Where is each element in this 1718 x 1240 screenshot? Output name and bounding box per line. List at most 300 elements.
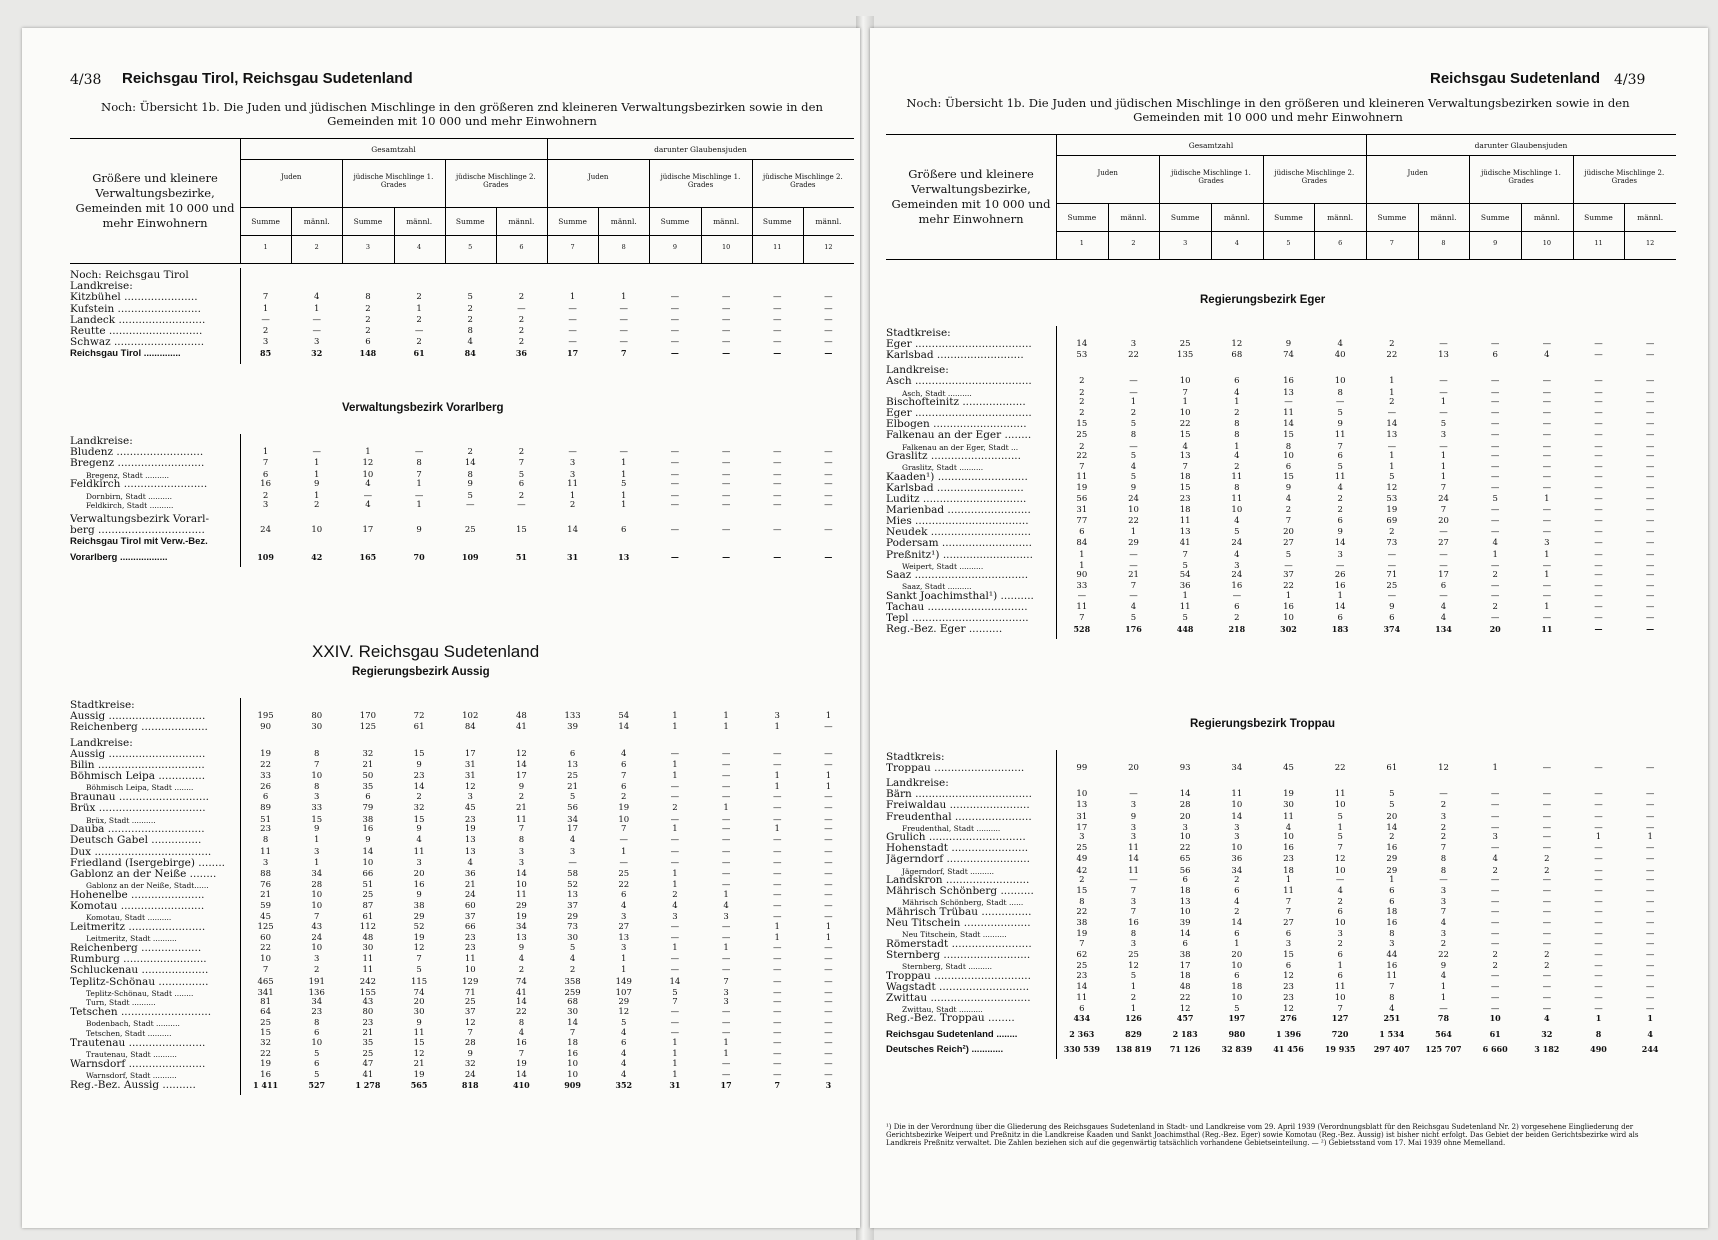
table-row [70, 890, 854, 901]
cell-value: 18 [1283, 865, 1294, 876]
cell-value: — [1387, 549, 1397, 560]
cell-value: — [1542, 516, 1552, 527]
cell-value: — [773, 458, 782, 469]
cell-value: — [1594, 763, 1603, 774]
cell-value: 37 [464, 1007, 476, 1018]
cell-value: — [1645, 960, 1655, 971]
cell-value: 7 [1079, 613, 1085, 624]
cell-value: — [1594, 1003, 1603, 1014]
cell-value: — [1645, 441, 1655, 452]
cell-value: 410 [513, 1079, 530, 1090]
cell-value: 109 [257, 551, 274, 562]
cell-value: 12 [1231, 339, 1243, 350]
cell-value: — [1490, 482, 1500, 493]
cell-value: 34 [311, 869, 323, 879]
cell-value: 2 [1285, 505, 1292, 516]
cell-value: 2 [467, 314, 473, 325]
section-title: Regierungsbezirk Eger [1200, 294, 1326, 306]
row-label: Preßnitz¹) ........................... [886, 549, 1033, 561]
cell-value: 13 [618, 933, 630, 944]
cell-value: 4 [518, 954, 525, 965]
row-label: Saaz .................................. [886, 570, 1029, 582]
cell-value: 34 [1231, 763, 1243, 774]
row-label: Neu Titschein .................... [886, 918, 1031, 929]
cell-value: — [1645, 906, 1655, 917]
cell-value: 5 [1130, 419, 1137, 430]
column-label: männl. [713, 217, 740, 226]
row-label: Asch, Stadt .......... [902, 388, 972, 398]
cell-value: 7 [467, 1028, 473, 1038]
cell-value: 1 [621, 490, 627, 501]
cell-value: 7 [1285, 516, 1292, 527]
row-label: Brüx ................................ [70, 803, 206, 815]
cell-value: 5 [621, 1018, 627, 1029]
cell-value: 3 [1337, 929, 1343, 940]
row-label: Vorarlberg .................. [70, 551, 168, 563]
cell-value: 1 [723, 942, 729, 953]
row-label: Schwaz ........................... [70, 337, 205, 349]
cell-value: — [1490, 581, 1500, 592]
cell-value: 1 [1440, 462, 1447, 473]
cell-value: 43 [362, 997, 374, 1008]
cell-value: — [1594, 590, 1603, 601]
cell-value: 14 [1179, 789, 1191, 800]
cell-value: — [1490, 970, 1500, 981]
cell-value: — [1490, 419, 1500, 430]
cell-value: 11 [1334, 471, 1346, 482]
row-label: Landkreise: [886, 778, 949, 790]
cell-value: — [670, 965, 680, 976]
cell-value: 8 [1130, 929, 1137, 940]
cell-value: — [721, 314, 731, 325]
cell-value: 6 [569, 748, 576, 759]
row-label: Reichenberg .................... [70, 722, 208, 734]
cell-value: 22 [260, 760, 271, 770]
cell-value: 4 [365, 479, 371, 490]
cell-value: 4 [621, 748, 627, 759]
cell-value: 2 [621, 792, 627, 803]
cell-value: 13 [1179, 897, 1191, 908]
column-number: 11 [773, 243, 782, 251]
cell-value: 4 [1544, 1013, 1550, 1024]
cell-value: 29 [1386, 865, 1398, 876]
cell-value: 66 [464, 922, 476, 932]
cell-value: 1 [774, 933, 780, 944]
cell-value: 29 [1386, 854, 1398, 865]
cell-value: 3 [1079, 832, 1085, 843]
section-title: Verwaltungsbezirk Vorarlberg [342, 402, 504, 414]
cell-value: — [1645, 602, 1655, 612]
cell-value: 10 [567, 1058, 578, 1069]
group-header: Gesamtzahl [1188, 141, 1234, 150]
cell-value: 18 [1231, 981, 1243, 992]
cell-value: 2 [1337, 505, 1343, 516]
cell-value: 17 [515, 771, 527, 782]
cell-value: — [1594, 875, 1603, 886]
cell-value: 3 [1130, 822, 1137, 833]
cell-value: 53 [1386, 494, 1398, 504]
cell-value: — [1542, 843, 1552, 854]
table-row [886, 939, 1676, 950]
cell-value: 8 [1079, 897, 1085, 908]
cell-value: 50 [362, 771, 374, 782]
cell-value: 34 [567, 814, 578, 825]
table-row [886, 875, 1676, 886]
row-label: Jägerndorf ......................... [886, 854, 1030, 866]
cell-value: 5 [467, 292, 473, 303]
cell-value: 22 [1128, 516, 1139, 527]
cell-value: 8 [467, 469, 473, 480]
cell-value: — [721, 835, 731, 846]
cell-value: — [1542, 560, 1552, 571]
cell-value: 30 [567, 1007, 578, 1018]
cell-value: 16 [362, 824, 374, 835]
table-row [886, 982, 1676, 993]
cell-value: — [1490, 811, 1500, 822]
cell-value: 49 [1076, 854, 1088, 865]
cell-value: — [1542, 590, 1552, 601]
cell-value: 909 [564, 1079, 581, 1090]
row-label: Sternberg .......................... [886, 949, 1031, 961]
cell-value: 1 [1389, 451, 1395, 462]
row-label: Mährisch Schönberg .......... [886, 886, 1034, 898]
row-label: Turn, Stadt .......... [86, 998, 156, 1008]
cell-value: — [670, 326, 680, 336]
table-row [70, 348, 854, 359]
cell-value: — [1542, 505, 1552, 516]
cell-value: 3 [1234, 822, 1240, 833]
cell-value: 11 [1334, 981, 1346, 992]
cell-value: 31 [464, 760, 476, 770]
row-label: Troppau ........................... [886, 763, 1025, 775]
cell-value: 4 [1234, 897, 1240, 908]
cell-value: 5 [1389, 471, 1395, 482]
cell-value: 12 [1283, 970, 1294, 981]
cell-value: 35 [362, 782, 374, 793]
cell-value: — [773, 490, 782, 501]
cell-value: — [1542, 471, 1552, 482]
cell-value: — [1129, 376, 1138, 387]
cell-value: 7 [1130, 581, 1137, 592]
cell-value: — [721, 1058, 731, 1069]
column-number: 10 [721, 243, 731, 251]
cell-value: 2 [569, 500, 576, 511]
column-header [886, 134, 1676, 260]
cell-value: — [1594, 397, 1603, 408]
cell-value: 5 [467, 490, 473, 501]
table-row [70, 1059, 854, 1070]
cell-value: 11 [1231, 471, 1243, 482]
cell-value: 34 [515, 922, 527, 932]
cell-value: — [773, 869, 782, 879]
cell-value: — [1645, 886, 1655, 897]
cell-value: 1 [825, 933, 832, 944]
cell-value: — [1542, 441, 1552, 452]
cell-value: — [670, 458, 680, 469]
cell-value: 6 [1389, 886, 1395, 897]
cell-value: — [1542, 832, 1552, 843]
cell-value: 1 [672, 1048, 678, 1059]
table-row [886, 843, 1676, 854]
row-label: Podersam ........................... [886, 538, 1032, 550]
cell-value: 45 [464, 803, 476, 814]
column-label: Summe [660, 217, 690, 226]
cell-value: 23 [1076, 970, 1088, 981]
cell-value: 1 [1285, 875, 1292, 886]
cell-value: — [1490, 527, 1500, 538]
cell-value: 10 [618, 814, 630, 825]
cell-value: 36 [464, 869, 476, 879]
cell-value: 11 [1541, 624, 1553, 635]
cell-value: 4 [1285, 494, 1292, 504]
cell-value: — [824, 722, 833, 733]
cell-value: — [1490, 897, 1500, 908]
cell-value: — [1645, 494, 1655, 504]
table-row [70, 901, 854, 912]
cell-value: 15 [1179, 430, 1191, 441]
header-rule [598, 207, 599, 263]
cell-value: — [1542, 387, 1552, 398]
cell-value: 4 [1337, 886, 1343, 897]
row-label: Tachau .............................. [886, 602, 1028, 613]
cell-value: 44 [1386, 949, 1398, 960]
cell-value: 14 [1076, 339, 1088, 350]
cell-value: 22 [260, 1048, 271, 1059]
table-row [886, 591, 1676, 602]
cell-value: — [1387, 560, 1397, 571]
cell-value: — [1645, 843, 1655, 854]
cell-value: — [1594, 865, 1603, 876]
cell-value: 17 [1076, 822, 1088, 833]
cell-value: — [1594, 800, 1603, 811]
row-label: Dux ................................... [70, 846, 212, 858]
cell-value: — [1232, 590, 1242, 601]
cell-value: 3 [1440, 430, 1447, 441]
cell-value: — [1594, 602, 1603, 612]
header-rule [701, 207, 702, 263]
cell-value: 1 [1389, 376, 1395, 387]
cell-value: — [363, 490, 373, 501]
cell-value: 564 [1435, 1028, 1452, 1039]
cell-value: — [1490, 822, 1500, 833]
row-label: Aussig ............................. [70, 711, 206, 723]
cell-value: 5 [1440, 419, 1447, 430]
cell-value: 7 [1337, 1003, 1343, 1014]
cell-value: — [1645, 938, 1655, 949]
cell-value: 3 [1440, 886, 1447, 897]
cell-value: — [1542, 906, 1552, 917]
cell-value: 1 [1440, 981, 1447, 992]
table-row [70, 536, 854, 547]
cell-value: — [773, 348, 782, 359]
row-label: Bludenz .......................... [70, 447, 204, 459]
sub-header: jüdische Mischlinge 2. Grades [455, 173, 536, 189]
cell-value: — [721, 337, 731, 348]
cell-value: — [1594, 451, 1603, 462]
table-row [886, 907, 1676, 918]
cell-value: 20 [1179, 811, 1191, 822]
cell-value: — [1439, 527, 1448, 538]
cell-value: 1 [825, 711, 832, 722]
cell-value: 4 [621, 1069, 627, 1080]
cell-value: 29 [567, 912, 578, 923]
column-label: männl. [406, 217, 433, 226]
cell-value: 125 [257, 922, 274, 932]
cell-value: — [1335, 560, 1345, 571]
cell-value: — [1335, 397, 1345, 408]
cell-value: 17 [567, 824, 578, 835]
sub-header: Juden [587, 173, 609, 181]
cell-value: 5 [1337, 408, 1343, 419]
cell-value: — [721, 292, 731, 303]
cell-value: — [1594, 494, 1603, 504]
cell-value: 3 [723, 987, 729, 998]
cell-value: 5 [1285, 549, 1292, 560]
cell-value: — [670, 551, 679, 562]
cell-value: — [670, 933, 680, 944]
cell-value: 3 [621, 912, 627, 923]
cell-value: 24 [260, 525, 271, 536]
cell-value: 11 [1283, 408, 1294, 419]
cell-value: 30 [413, 1007, 425, 1018]
cell-value: 10 [1283, 832, 1294, 843]
cell-value: 6 [1234, 376, 1240, 387]
cell-value: 7 [620, 348, 627, 359]
cell-value: — [824, 814, 833, 825]
cell-value: 9 [467, 1048, 473, 1059]
cell-value: — [1645, 981, 1655, 992]
cell-value: 28 [464, 1037, 476, 1048]
cell-value: 3 [723, 997, 729, 1008]
row-label: Freudenthal ....................... [886, 811, 1032, 823]
cell-value: — [721, 782, 731, 793]
row-label: Bodenbach, Stadt .......... [86, 1019, 180, 1029]
cell-value: — [670, 469, 680, 480]
cell-value: 9 [1285, 482, 1292, 493]
cell-value: 3 [314, 337, 320, 348]
cell-value: 64 [260, 1007, 271, 1018]
cell-value: 80 [311, 711, 323, 722]
cell-value: 7 [1440, 482, 1447, 493]
column-label: Summe [1274, 213, 1303, 222]
cell-value: 19 [260, 1058, 271, 1069]
cell-value: 80 [362, 1007, 374, 1018]
cell-value: 23 [1283, 992, 1294, 1003]
cell-value: 7 [518, 458, 525, 469]
cell-value: 1 [1647, 1013, 1653, 1024]
row-label: Sternberg, Stadt .......... [902, 961, 993, 971]
table-row [886, 516, 1676, 527]
cell-value: 3 [672, 912, 678, 923]
row-label: Neudek .............................. [886, 527, 1031, 539]
cell-value: 1 [314, 490, 320, 501]
table-row [70, 792, 854, 803]
cell-value: 3 [569, 469, 576, 480]
cell-value: 6 [1234, 602, 1240, 612]
cell-value: — [1645, 949, 1655, 960]
cell-value: 19 [413, 933, 425, 944]
cell-value: 133 [564, 711, 581, 722]
cell-value: 2 [365, 326, 371, 336]
cell-value: — [1645, 763, 1655, 774]
cell-value: — [773, 803, 782, 814]
table-row [70, 447, 854, 458]
cell-value: 7 [1182, 387, 1188, 398]
cell-value: — [1542, 430, 1552, 441]
cell-value: 1 [672, 722, 678, 733]
cell-value: 28 [1179, 800, 1191, 811]
cell-value: 5 [314, 1069, 320, 1080]
cell-value: 2 [518, 792, 525, 803]
table-row [886, 430, 1676, 441]
cell-value: 1 [1647, 832, 1653, 843]
cell-value: 13 [1438, 350, 1449, 361]
cell-value: 10 [1334, 865, 1346, 876]
cell-value: 1 278 [355, 1079, 381, 1090]
cell-value: 51 [362, 880, 374, 891]
row-label: Stadtkreise: [886, 328, 951, 339]
cell-value: 1 [672, 771, 678, 782]
column-header [70, 138, 854, 264]
cell-value: 7 [1285, 897, 1292, 908]
cell-value: — [1490, 441, 1500, 452]
cell-value: 2 [1389, 832, 1395, 843]
cell-value: 19 [1076, 482, 1088, 493]
cell-value: 19 [1283, 789, 1294, 800]
cell-value: 10 [464, 965, 476, 976]
cell-value: 3 [569, 458, 576, 469]
cell-value: — [824, 997, 833, 1008]
cell-value: — [824, 447, 833, 458]
cell-value: — [670, 1018, 680, 1029]
cell-value: 7 [416, 954, 422, 965]
cell-value: 2 [1079, 875, 1085, 886]
cell-value: — [619, 303, 628, 314]
cell-value: 6 [1285, 462, 1292, 473]
cell-value: 12 [1128, 960, 1139, 971]
cell-value: — [721, 303, 731, 314]
cell-value: 3 [1544, 538, 1550, 549]
cell-value: — [619, 857, 628, 868]
cell-value: 2 [1079, 441, 1085, 452]
cell-value: 41 456 [1273, 1043, 1304, 1054]
cell-value: 3 [1389, 938, 1395, 949]
cell-value: — [773, 1069, 782, 1080]
cell-value: — [1542, 527, 1552, 538]
cell-value: 10 [311, 889, 323, 900]
cell-value: — [1439, 387, 1448, 398]
cell-value: — [1439, 875, 1448, 886]
cell-value: 244 [1641, 1043, 1659, 1054]
cell-value: — [1645, 581, 1655, 592]
cell-value: 1 [1337, 960, 1343, 971]
row-label: Kufstein ......................... [70, 303, 201, 315]
sub-header: jüdische Mischlinge 1. Grades [353, 173, 434, 189]
cell-value: — [1542, 339, 1552, 350]
cell-value: 7 [1440, 505, 1447, 516]
header-rule [803, 207, 804, 263]
row-label: Neu Titschein, Stadt .......... [902, 930, 1007, 940]
table-row [70, 552, 854, 563]
cell-value: 2 [1544, 854, 1550, 865]
cell-value: 2 [1130, 992, 1137, 1003]
cell-value: 10 [1076, 789, 1088, 800]
table-row [70, 711, 854, 722]
cell-value: 22 [1438, 949, 1449, 960]
cell-value: 12 [1283, 1003, 1294, 1014]
cell-value: 6 [1337, 516, 1343, 527]
cell-value: 341 [257, 987, 274, 998]
